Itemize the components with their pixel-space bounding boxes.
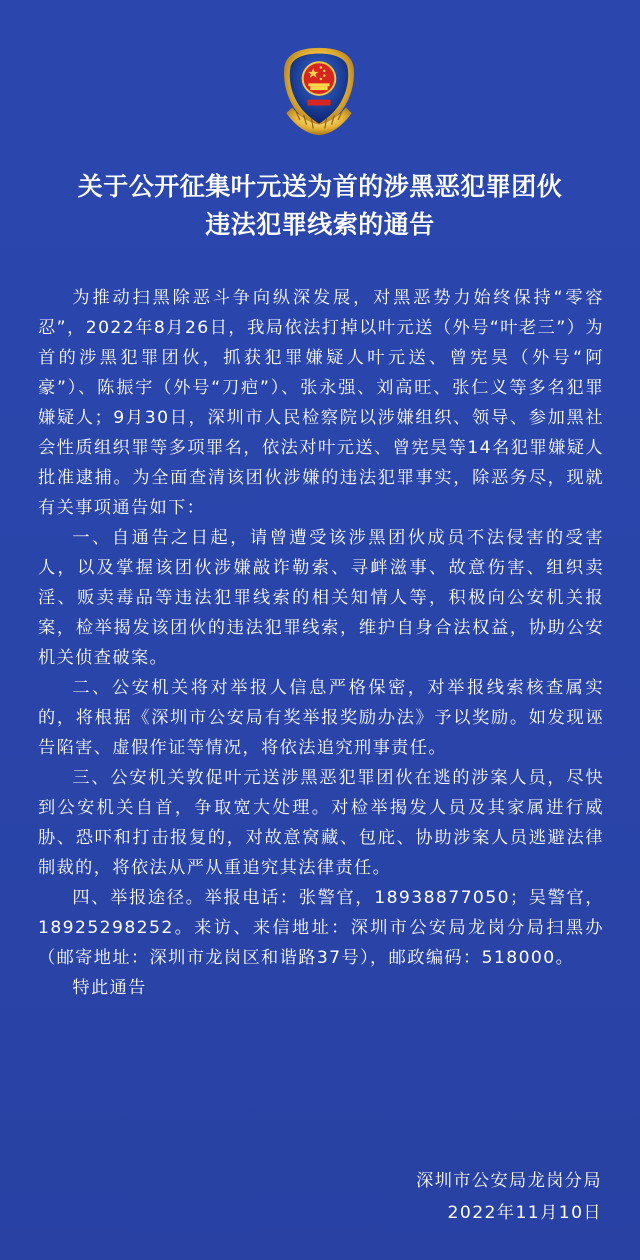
paragraph-item-2: 二、公安机关将对举报人信息严格保密，对举报线索核查属实的，将根据《深圳市公安局有奖举报奖励办法》予以奖励。如发现诬告陷害、虚假作证等情况，将依法追究刑事责任。 (38, 678, 604, 758)
paragraph-item-3: 三、公安机关敦促叶元送涉黑恶犯罪团伙在逃的涉案人员，尽快到公安机关自首，争取宽大处理。对检举揭发人员及其家属进行威胁、恐吓和打击报复的，对故意窝藏、包庇、协助涉案人员逃避法律制裁的，将依法从严从重追究其法律责任。 (38, 768, 604, 878)
paragraph-item-1: 一、自通告之日起，请曾遭受该涉黑团伙成员不法侵害的受害人，以及掌握该团伙涉嫌敲诈勒索、寻衅滋事、故意伤害、组织卖淫、贩卖毒品等违法犯罪线索的相关知情人等，积极向公安机关报案，检举揭发该团伙的违法犯罪线索，维护自身合法权益，协助公安机关侦查破案。 (38, 528, 604, 668)
notice-title-line2: 违法犯罪线索的通告 (205, 210, 435, 239)
paragraph-item-4: 四、举报途径。举报电话：张警官，18938877050；吴警官，18925298252。来访、来信地址：深圳市公安局龙岗分局扫黑办（邮寄地址：深圳市龙岗区和谐路37号），邮政编码：518000。 (38, 888, 604, 968)
paragraph-intro: 为推动扫黑除恶斗争向纵深发展，对黑恶势力始终保持“零容忍”，2022年8月26日，我局依法打掉以叶元送（外号“叶老三”）为首的涉黑犯罪团伙，抓获犯罪嫌疑人叶元送、曾宪昊（外号“阿豪”）、陈振宇（外号“刀疤”）、张永强、刘高旺、张仁义等多名犯罪嫌疑人；9月30日，深圳市人民检察院以涉嫌组织、领导、参加黑社会性质组织罪等多项罪名，依法对叶元送、曾宪昊等14名犯罪嫌疑人批准逮捕。为全面查清该团伙涉嫌的违法犯罪事实，除恶务尽，现就有关事项通告如下： (38, 288, 604, 518)
paragraph-closing: 特此通告 (72, 978, 147, 998)
signature-organization: 深圳市公安局龙岗分局 (416, 1171, 602, 1191)
signature-date: 2022年11月10日 (447, 1203, 602, 1223)
notice-body (38, 283, 604, 1003)
police-emblem-icon (271, 44, 367, 140)
notice-title-line1: 关于公开征集叶元送为首的涉黑恶犯罪团伙 (77, 172, 563, 201)
